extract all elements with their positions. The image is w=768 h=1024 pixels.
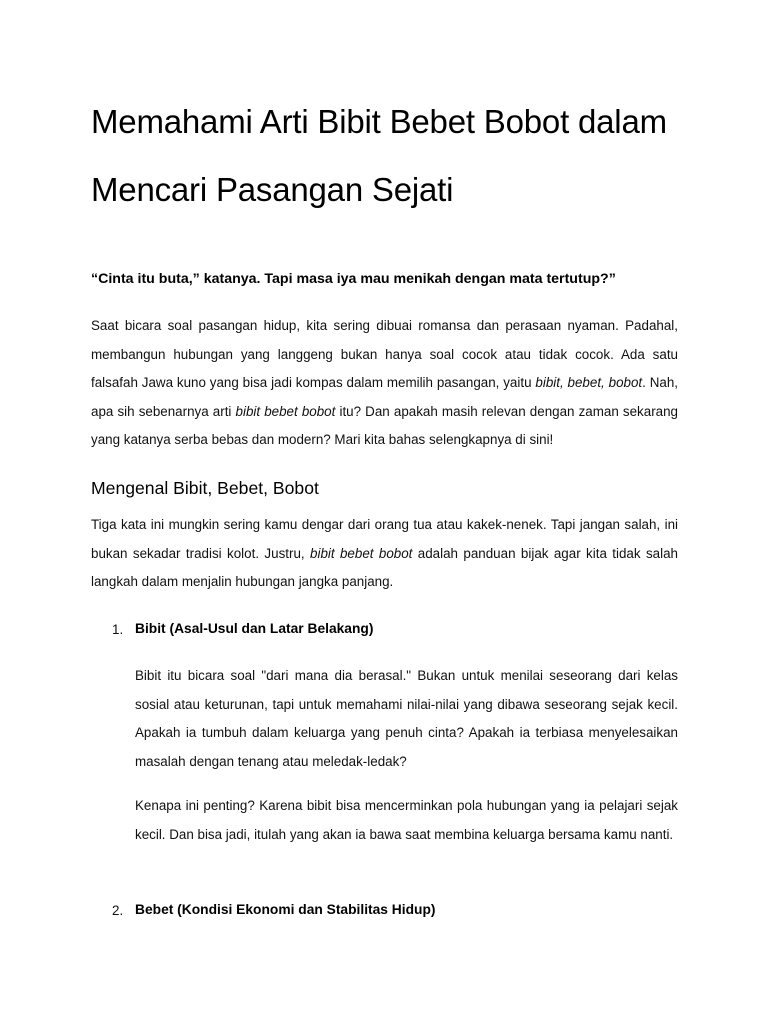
intro-text-1: Saat bicara soal pasangan hidup, kita sering dibuai romansa dan perasaan nyaman. Padahal, membangun hubungan yang langgeng bukan hanya soal cocok atau tidak cocok. Ada satu falsafah Jawa kuno yang bisa jadi kompas dalam memilih pasangan, yaitu xyxy=(91,318,678,390)
intro-emphasis-2: bibit bebet bobot xyxy=(235,403,336,419)
opening-quote: “Cinta itu buta,” katanya. Tapi masa iya mau menikah dengan mata tertutup?” xyxy=(91,271,616,287)
section-intro-text-2: adalah panduan bijak agar kita tidak salah langkah dalam menjalin hubungan jangka panjang. xyxy=(91,545,678,589)
list-item-1-heading: Bibit (Asal-Usul dan Latar Belakang) xyxy=(135,621,374,636)
section-heading: Mengenal Bibit, Bebet, Bobot xyxy=(91,478,319,498)
intro-text-2: . Nah, apa sih sebenarnya arti xyxy=(91,375,679,419)
intro-emphasis-1: bibit, bebet, bobot xyxy=(535,375,643,390)
list-item-1-paragraph-2: Kenapa ini penting? Karena bibit bisa mencerminkan pola hubungan yang ia pelajari sejak kecil. Dan bisa jadi, itulah yang akan ia bawa saat membina keluarga bersama kamu nanti. xyxy=(135,798,678,842)
list-item-1-number: 1. xyxy=(112,622,124,637)
intro-text-3: itu? Dan apakah masih relevan dengan zaman sekarang yang katanya serba bebas dan modern? Mari kita bahas selengkapnya di sini! xyxy=(91,403,678,447)
list-item-1-paragraph-1: Bibit itu bicara soal "dari mana dia berasal." Bukan untuk menilai seseorang dari kelas sosial atau keturunan, tapi untuk memahami nilai-nilai yang dibawa seseorang sejak kecil. Apakah ia tumbuh dalam keluarga yang penuh cinta? Apakah ia terbiasa menyelesaikan masalah dengan tenang atau meledak-ledak? xyxy=(135,668,678,769)
section-intro-paragraph xyxy=(91,511,678,597)
section-intro-text-1: Tiga kata ini mungkin sering kamu dengar dari orang tua atau kakek-nenek. Tapi jangan salah, ini bukan sekadar tradisi kolot. Justru, xyxy=(91,517,678,561)
list-item-2-number: 2. xyxy=(112,903,124,918)
section-intro-emphasis: bibit bebet bobot xyxy=(310,545,413,561)
intro-paragraph xyxy=(91,312,678,455)
list-item-2-heading: Bebet (Kondisi Ekonomi dan Stabilitas Hidup) xyxy=(135,902,436,917)
document-title: Memahami Arti Bibit Bebet Bobot dalam Mencari Pasangan Sejati xyxy=(91,103,667,208)
